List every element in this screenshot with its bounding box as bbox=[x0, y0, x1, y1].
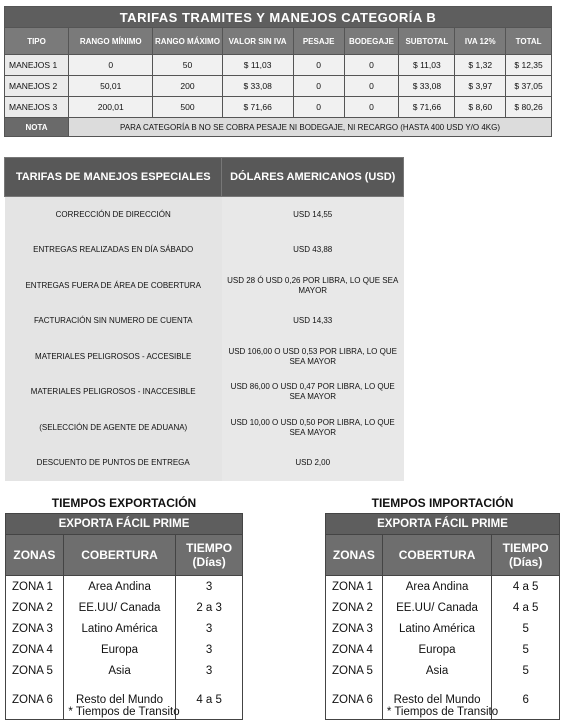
table-row bbox=[326, 597, 560, 618]
col-header: RANGO MÁXIMO bbox=[153, 28, 222, 55]
table-cell: ZONA 3 bbox=[326, 618, 383, 639]
tarifas-header-row bbox=[5, 28, 552, 55]
table-cell: ZONA 5 bbox=[6, 660, 64, 681]
table-cell: USD 43,88 bbox=[222, 233, 404, 269]
table-cell: 5 bbox=[492, 660, 560, 681]
table-cell: 0 bbox=[293, 97, 344, 118]
table-cell: USD 14,55 bbox=[222, 197, 404, 233]
table-cell: Resto del Mundo bbox=[382, 681, 492, 720]
table-cell: MANEJOS 1 bbox=[5, 55, 69, 76]
table-row bbox=[5, 197, 404, 233]
table-cell: CORRECCIÓN DE DIRECCIÓN bbox=[5, 197, 222, 233]
table-cell: $ 3,97 bbox=[455, 76, 506, 97]
table-cell: MATERIALES PELIGROSOS - ACCESIBLE bbox=[5, 339, 222, 375]
col-header: RANGO MÍNIMO bbox=[69, 28, 153, 55]
table-cell: ENTREGAS REALIZADAS EN DÍA SÁBADO bbox=[5, 233, 222, 269]
table-cell: EE.UU/ Canada bbox=[63, 597, 175, 618]
col-header: SUBTOTAL bbox=[399, 28, 455, 55]
table-row bbox=[326, 639, 560, 660]
manejos-especiales-table bbox=[4, 157, 404, 481]
col-header: TOTAL bbox=[506, 28, 552, 55]
table-row bbox=[5, 76, 552, 97]
table-cell: $ 12,35 bbox=[506, 55, 552, 76]
col-header: IVA 12% bbox=[455, 28, 506, 55]
table-cell: 3 bbox=[176, 639, 243, 660]
table-cell: 6 bbox=[492, 681, 560, 720]
table-row bbox=[5, 410, 404, 446]
table-cell: $ 71,66 bbox=[399, 97, 455, 118]
table-cell: DESCUENTO DE PUNTOS DE ENTREGA bbox=[5, 446, 222, 482]
col-header: VALOR SIN IVA bbox=[222, 28, 293, 55]
table-cell: 500 bbox=[153, 97, 222, 118]
table-cell: 0 bbox=[344, 97, 399, 118]
table-row bbox=[6, 660, 243, 681]
table-cell: 2 a 3 bbox=[176, 597, 243, 618]
table-cell: ZONA 3 bbox=[6, 618, 64, 639]
importacion-footnote: * Tiempos de Transito bbox=[386, 706, 499, 718]
col-header: TIEMPO (Días) bbox=[176, 535, 243, 576]
table-cell: 5 bbox=[492, 618, 560, 639]
table-cell: ENTREGAS FUERA DE ÁREA DE COBERTURA bbox=[5, 268, 222, 304]
table-cell: Area Andina bbox=[63, 576, 175, 598]
table-cell: 50,01 bbox=[69, 76, 153, 97]
table-cell: EE.UU/ Canada bbox=[382, 597, 492, 618]
table-cell: Asia bbox=[63, 660, 175, 681]
table-cell: USD 28 Ó USD 0,26 POR LIBRA, LO QUE SEA MAYOR bbox=[222, 268, 404, 304]
nota-text: PARA CATEGORÍA B NO SE COBRA PESAJE NI BODEGAJE, NI RECARGO (HASTA 400 USD Y/O 4KG) bbox=[69, 118, 552, 137]
exportacion-title: TIEMPOS EXPORTACIÓN bbox=[51, 496, 197, 510]
table-row bbox=[6, 618, 243, 639]
table-row bbox=[5, 304, 404, 340]
table-row bbox=[5, 55, 552, 76]
table-cell: 200,01 bbox=[69, 97, 153, 118]
table-cell: ZONA 4 bbox=[326, 639, 383, 660]
table-row bbox=[5, 233, 404, 269]
table-cell: 0 bbox=[69, 55, 153, 76]
table-cell: 4 a 5 bbox=[492, 576, 560, 598]
table-cell: $ 33,08 bbox=[222, 76, 293, 97]
table-row bbox=[326, 576, 560, 598]
table-cell: 200 bbox=[153, 76, 222, 97]
table-cell: MANEJOS 2 bbox=[5, 76, 69, 97]
table-cell: $ 80,26 bbox=[506, 97, 552, 118]
tarifas-categoria-b-table bbox=[4, 6, 552, 137]
table-cell: $ 71,66 bbox=[222, 97, 293, 118]
col-header: ZONAS bbox=[6, 535, 64, 576]
table-cell: USD 10,00 O USD 0,50 POR LIBRA, LO QUE SEA MAYOR bbox=[222, 410, 404, 446]
table-cell: ZONA 2 bbox=[6, 597, 64, 618]
table-cell: $ 1,32 bbox=[455, 55, 506, 76]
col-header: COBERTURA bbox=[382, 535, 492, 576]
table-cell: Resto del Mundo bbox=[63, 681, 175, 720]
importacion-subtitle: EXPORTA FÁCIL PRIME bbox=[326, 514, 560, 535]
table-cell: MATERIALES PELIGROSOS - INACCESIBLE bbox=[5, 375, 222, 411]
col-header: COBERTURA bbox=[63, 535, 175, 576]
col-header: ZONAS bbox=[326, 535, 383, 576]
table-cell: $ 11,03 bbox=[222, 55, 293, 76]
table-cell: USD 14,33 bbox=[222, 304, 404, 340]
table-cell: USD 86,00 O USD 0,47 POR LIBRA, LO QUE SEA MAYOR bbox=[222, 375, 404, 411]
table-row bbox=[6, 639, 243, 660]
importacion-table bbox=[325, 513, 560, 720]
exportacion-table bbox=[5, 513, 243, 720]
table-cell: 4 a 5 bbox=[492, 597, 560, 618]
table-cell: ZONA 4 bbox=[6, 639, 64, 660]
col-header: TIEMPO (Días) bbox=[492, 535, 560, 576]
col-header: BODEGAJE bbox=[344, 28, 399, 55]
importacion-title: TIEMPOS IMPORTACIÓN bbox=[371, 496, 514, 510]
table-cell: ZONA 1 bbox=[326, 576, 383, 598]
table-row bbox=[6, 597, 243, 618]
tarifas-title: TARIFAS TRAMITES Y MANEJOS CATEGORÍA B bbox=[5, 7, 552, 28]
exportacion-subtitle: EXPORTA FÁCIL PRIME bbox=[6, 514, 243, 535]
table-cell: Europa bbox=[63, 639, 175, 660]
table-cell: 3 bbox=[176, 618, 243, 639]
table-cell: 50 bbox=[153, 55, 222, 76]
table-cell: USD 2,00 bbox=[222, 446, 404, 482]
table-cell: ZONA 6 bbox=[6, 681, 64, 720]
table-cell: Europa bbox=[382, 639, 492, 660]
table-row bbox=[6, 576, 243, 598]
table-cell: 3 bbox=[176, 576, 243, 598]
especiales-header-right: DÓLARES AMERICANOS (USD) bbox=[222, 158, 404, 197]
table-cell: 0 bbox=[293, 55, 344, 76]
table-row bbox=[5, 97, 552, 118]
table-cell: 5 bbox=[492, 639, 560, 660]
table-row bbox=[5, 446, 404, 482]
table-cell: (SELECCIÓN DE AGENTE DE ADUANA) bbox=[5, 410, 222, 446]
table-cell: USD 106,00 O USD 0,53 POR LIBRA, LO QUE SEA MAYOR bbox=[222, 339, 404, 375]
table-cell: ZONA 2 bbox=[326, 597, 383, 618]
table-cell: ZONA 6 bbox=[326, 681, 383, 720]
especiales-header-left: TARIFAS DE MANEJOS ESPECIALES bbox=[5, 158, 222, 197]
nota-row bbox=[5, 118, 552, 137]
table-cell: 0 bbox=[344, 55, 399, 76]
exportacion-footnote: * Tiempos de Transito bbox=[68, 706, 180, 718]
nota-label: NOTA bbox=[5, 118, 69, 137]
table-cell: 0 bbox=[344, 76, 399, 97]
table-cell: 3 bbox=[176, 660, 243, 681]
table-cell: $ 37,05 bbox=[506, 76, 552, 97]
table-row bbox=[5, 339, 404, 375]
table-row bbox=[326, 660, 560, 681]
table-row bbox=[5, 375, 404, 411]
table-cell: 0 bbox=[293, 76, 344, 97]
table-cell: $ 33,08 bbox=[399, 76, 455, 97]
col-header: TIPO bbox=[5, 28, 69, 55]
col-header: PESAJE bbox=[293, 28, 344, 55]
table-cell: 4 a 5 bbox=[176, 681, 243, 720]
table-cell: MANEJOS 3 bbox=[5, 97, 69, 118]
table-cell: FACTURACIÓN SIN NUMERO DE CUENTA bbox=[5, 304, 222, 340]
table-cell: ZONA 5 bbox=[326, 660, 383, 681]
table-cell: Asia bbox=[382, 660, 492, 681]
table-row bbox=[5, 268, 404, 304]
table-cell: Area Andina bbox=[382, 576, 492, 598]
table-cell: ZONA 1 bbox=[6, 576, 64, 598]
table-cell: Latino América bbox=[382, 618, 492, 639]
table-cell: $ 8,60 bbox=[455, 97, 506, 118]
table-row bbox=[326, 618, 560, 639]
table-cell: $ 11,03 bbox=[399, 55, 455, 76]
table-cell: Latino América bbox=[63, 618, 175, 639]
